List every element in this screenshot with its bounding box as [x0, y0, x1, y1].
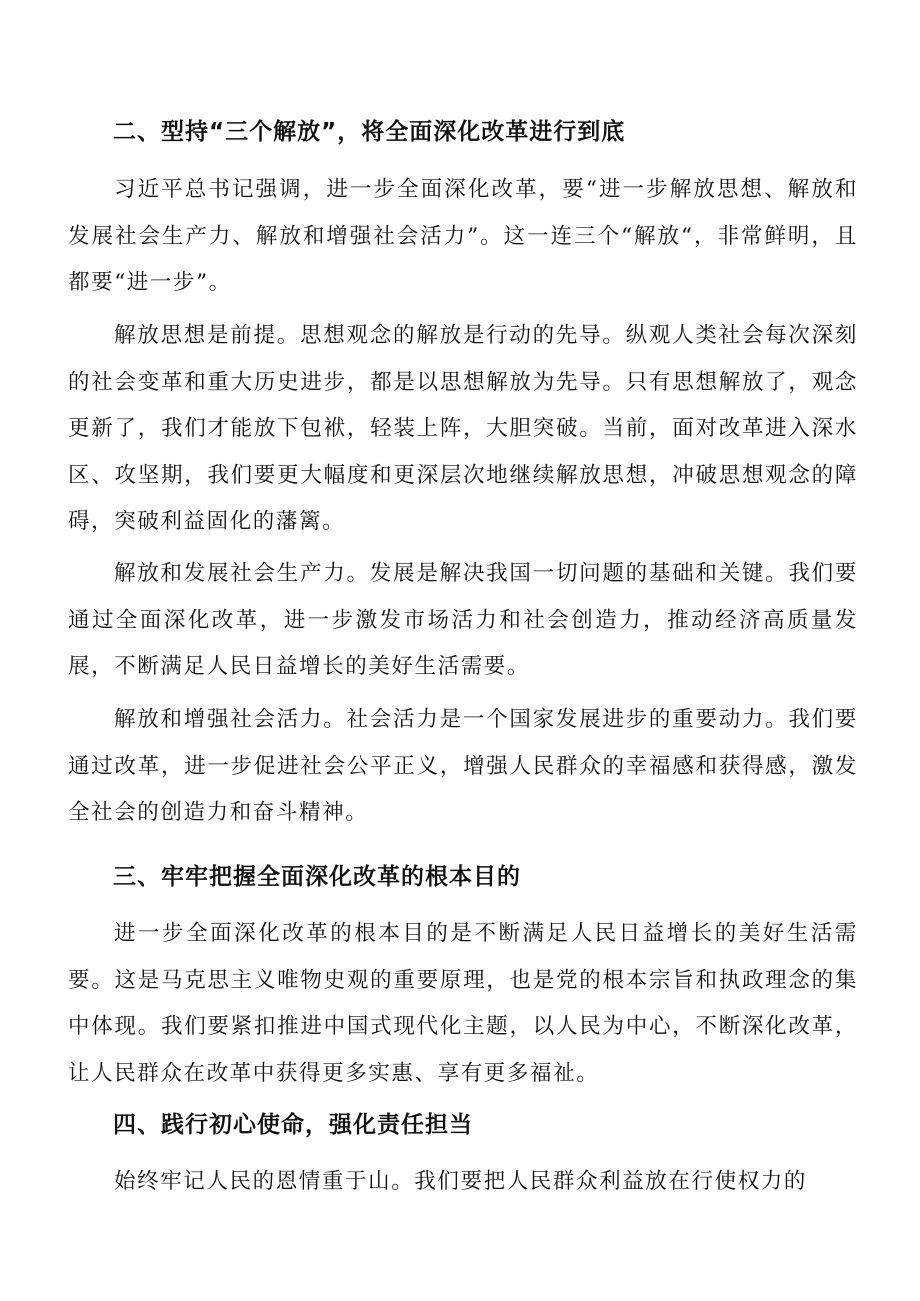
paragraph: 解放和发展社会生产力。发展是解决我国一切问题的基础和关键。我们要通过全面深化改革，进一步激发市场活力和社会创造力，推动经济高质量发展，不断满足人民日益增长的美好生活需要。	[68, 561, 858, 679]
paragraph: 解放和增强社会活力。社会活力是一个国家发展进步的重要动力。我们要通过改革，进一步促进社会公平正义，增强人民群众的幸福感和获得感，激发全社会的创造力和奋斗精神。	[68, 707, 858, 825]
paragraph: 始终牢记人民的恩情重于山。我们要把人民群众利益放在行使权力的	[114, 1169, 808, 1194]
paragraph: 解放思想是前提。思想观念的解放是行动的先导。纵观人类社会每次深刻的社会变革和重大历史进步，都是以思想解放为先导。只有思想解放了，观念更新了，我们才能放下包袱，轻装上阵，大胆突破。当前，面对改革进入深水区、攻坚期，我们要更大幅度和更深层次地继续解放思想，冲破思想观念的障碍，突破利益固化的藩篱。	[68, 323, 858, 534]
section-heading-4: 四、践行初心使命，强化责任担当	[113, 1112, 473, 1138]
paragraph: 进一步全面深化改革的根本目的是不断满足人民日益增长的美好生活需要。这是马克思主义唯物史观的重要原理，也是党的根本宗旨和执政理念的集中体现。我们要紧扣推进中国式现代化主题，以人民为中心，不断深化改革，让人民群众在改革中获得更多实惠、享有更多福祉。	[68, 921, 858, 1086]
section-heading-3: 三、牢牢把握全面深化改革的根本目的	[113, 864, 521, 890]
paragraph: 习近平总书记强调，进一步全面深化改革，要“进一步解放思想、解放和发展社会生产力、解放和增强社会活力”。这一连三个“解放“，非常鲜明，且都要“进一步”。	[68, 177, 858, 295]
section-heading-2: 二、型持“三个解放”，将全面深化改革进行到底	[113, 119, 626, 145]
